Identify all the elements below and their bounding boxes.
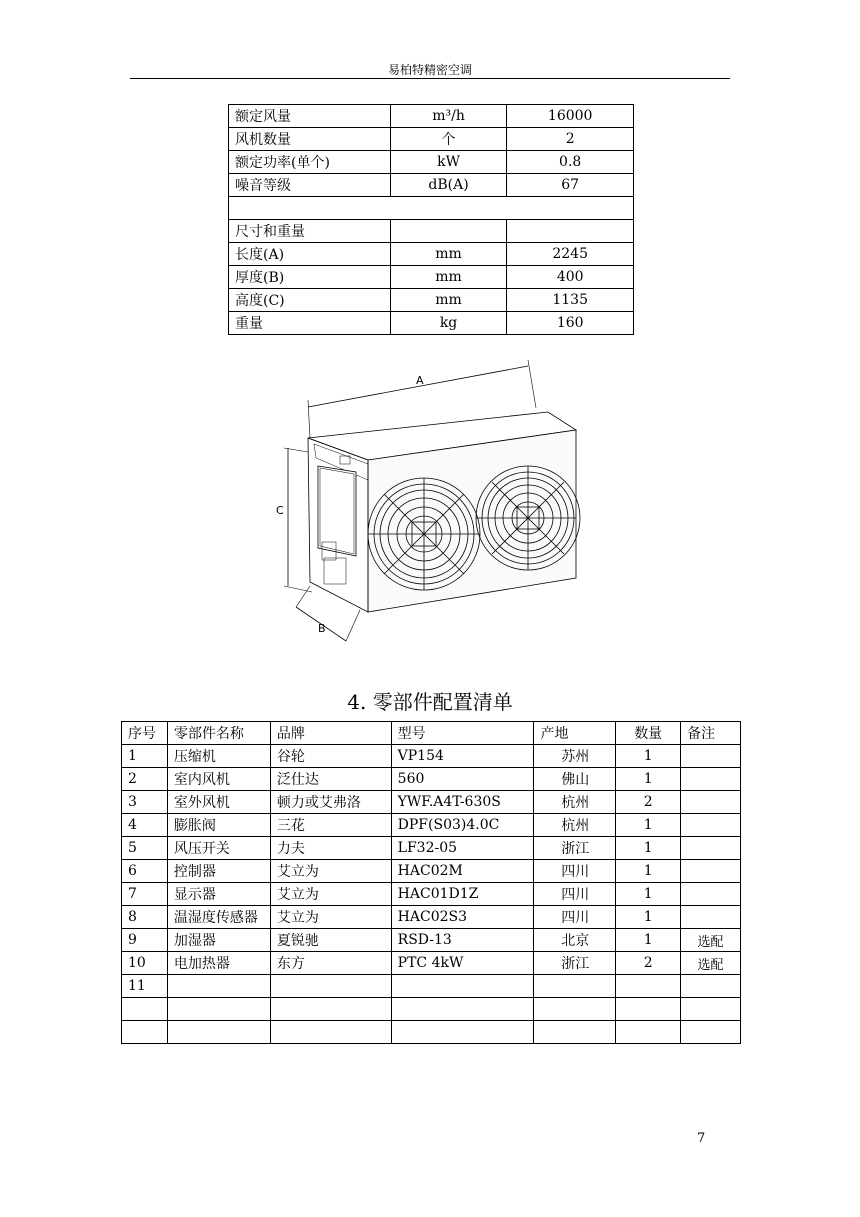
part-note	[681, 906, 741, 929]
spec-value: 0.8	[507, 151, 634, 174]
table-row	[122, 791, 741, 814]
fan-1-icon	[368, 478, 480, 590]
part-note	[681, 837, 741, 860]
part-index	[122, 1021, 168, 1044]
part-origin: 北京	[534, 929, 616, 952]
spec-value: 160	[507, 312, 634, 335]
part-index: 8	[122, 906, 168, 929]
part-origin: 四川	[534, 883, 616, 906]
part-index: 1	[122, 745, 168, 768]
part-quantity: 1	[616, 814, 681, 837]
table-row	[122, 814, 741, 837]
part-name: 电加热器	[167, 952, 270, 975]
spec-label: 额定功率(单个)	[229, 151, 391, 174]
part-quantity: 1	[616, 883, 681, 906]
part-note	[681, 1021, 741, 1044]
spec-label: 尺寸和重量	[229, 220, 391, 243]
spec-unit: m³/h	[390, 105, 507, 128]
part-quantity: 1	[616, 837, 681, 860]
part-origin: 四川	[534, 860, 616, 883]
table-row	[122, 837, 741, 860]
part-origin: 四川	[534, 906, 616, 929]
spec-unit: mm	[390, 289, 507, 312]
spec-value: 400	[507, 266, 634, 289]
part-model: HAC01D1Z	[391, 883, 534, 906]
part-model: PTC 4kW	[391, 952, 534, 975]
part-brand: 艾立为	[270, 906, 391, 929]
part-name	[167, 998, 270, 1021]
part-origin: 苏州	[534, 745, 616, 768]
part-note	[681, 814, 741, 837]
column-header: 数量	[616, 722, 681, 745]
part-name: 风压开关	[167, 837, 270, 860]
part-quantity	[616, 998, 681, 1021]
label-b: B	[318, 622, 326, 635]
spec-label: 噪音等级	[229, 174, 391, 197]
part-index: 5	[122, 837, 168, 860]
part-model: YWF.A4T-630S	[391, 791, 534, 814]
part-index: 7	[122, 883, 168, 906]
table-row	[229, 243, 634, 266]
part-note	[681, 791, 741, 814]
part-model	[391, 998, 534, 1021]
table-row	[122, 768, 741, 791]
part-quantity: 1	[616, 860, 681, 883]
part-quantity: 1	[616, 929, 681, 952]
part-origin	[534, 1021, 616, 1044]
part-brand: 三花	[270, 814, 391, 837]
spec-value: 2	[507, 128, 634, 151]
table-row	[229, 174, 634, 197]
table-row	[122, 975, 741, 998]
part-quantity: 1	[616, 768, 681, 791]
part-quantity: 2	[616, 952, 681, 975]
part-brand: 力夫	[270, 837, 391, 860]
part-quantity	[616, 975, 681, 998]
part-note	[681, 998, 741, 1021]
part-index: 10	[122, 952, 168, 975]
spec-table	[228, 104, 634, 335]
spec-unit: kW	[390, 151, 507, 174]
part-index	[122, 998, 168, 1021]
spec-unit: mm	[390, 243, 507, 266]
parts-table	[121, 721, 741, 1044]
part-brand	[270, 975, 391, 998]
part-index: 3	[122, 791, 168, 814]
spec-label: 长度(A)	[229, 243, 391, 266]
part-note	[681, 768, 741, 791]
table-row	[229, 151, 634, 174]
label-c: C	[276, 504, 284, 517]
part-model: HAC02M	[391, 860, 534, 883]
spec-unit: mm	[390, 266, 507, 289]
part-index: 2	[122, 768, 168, 791]
part-quantity: 2	[616, 791, 681, 814]
part-model	[391, 975, 534, 998]
part-brand: 顿力或艾弗洛	[270, 791, 391, 814]
table-row	[122, 1021, 741, 1044]
spec-label: 高度(C)	[229, 289, 391, 312]
table-row	[122, 929, 741, 952]
spec-value: 16000	[507, 105, 634, 128]
table-row	[122, 745, 741, 768]
part-index: 9	[122, 929, 168, 952]
spec-value: 1135	[507, 289, 634, 312]
spec-label: 风机数量	[229, 128, 391, 151]
control-box	[318, 466, 356, 556]
spec-unit: kg	[390, 312, 507, 335]
part-model: HAC02S3	[391, 906, 534, 929]
column-header: 型号	[391, 722, 534, 745]
table-row	[229, 266, 634, 289]
spec-blank-cell	[229, 197, 634, 220]
part-model: LF32-05	[391, 837, 534, 860]
part-brand	[270, 998, 391, 1021]
condenser-diagram	[260, 360, 600, 650]
part-model: DPF(S03)4.0C	[391, 814, 534, 837]
column-header: 零部件名称	[167, 722, 270, 745]
spec-label: 额定风量	[229, 105, 391, 128]
part-origin	[534, 998, 616, 1021]
table-row	[122, 883, 741, 906]
table-header-row	[122, 722, 741, 745]
table-row	[229, 312, 634, 335]
part-brand: 艾立为	[270, 883, 391, 906]
part-name: 加湿器	[167, 929, 270, 952]
part-origin: 浙江	[534, 837, 616, 860]
spec-label: 重量	[229, 312, 391, 335]
table-row	[229, 220, 634, 243]
spec-value: 67	[507, 174, 634, 197]
part-index: 4	[122, 814, 168, 837]
part-name: 控制器	[167, 860, 270, 883]
part-brand: 东方	[270, 952, 391, 975]
header-rule	[130, 78, 730, 79]
part-name: 显示器	[167, 883, 270, 906]
part-index: 11	[122, 975, 168, 998]
spec-unit	[390, 220, 507, 243]
part-note: 选配	[681, 929, 741, 952]
part-origin: 杭州	[534, 791, 616, 814]
part-origin	[534, 975, 616, 998]
part-brand: 艾立为	[270, 860, 391, 883]
part-origin: 杭州	[534, 814, 616, 837]
part-name	[167, 1021, 270, 1044]
table-row	[122, 998, 741, 1021]
label-a: A	[416, 374, 424, 387]
column-header: 产地	[534, 722, 616, 745]
table-row	[122, 952, 741, 975]
spec-value: 2245	[507, 243, 634, 266]
part-name: 室外风机	[167, 791, 270, 814]
spec-unit: 个	[390, 128, 507, 151]
part-quantity: 1	[616, 906, 681, 929]
header-title: 易柏特精密空调	[387, 63, 472, 77]
part-name: 压缩机	[167, 745, 270, 768]
section-title: 4. 零部件配置清单	[347, 690, 513, 714]
page-number: 7	[697, 1131, 706, 1146]
spec-value	[507, 220, 634, 243]
table-row	[229, 105, 634, 128]
table-row	[229, 289, 634, 312]
part-index: 6	[122, 860, 168, 883]
part-name: 温湿度传感器	[167, 906, 270, 929]
part-name: 膨胀阀	[167, 814, 270, 837]
part-note	[681, 975, 741, 998]
part-name	[167, 975, 270, 998]
table-row	[122, 860, 741, 883]
part-origin: 浙江	[534, 952, 616, 975]
column-header: 品牌	[270, 722, 391, 745]
part-brand: 谷轮	[270, 745, 391, 768]
table-row	[229, 128, 634, 151]
column-header: 备注	[681, 722, 741, 745]
table-row	[229, 197, 634, 220]
part-note	[681, 883, 741, 906]
table-row	[122, 906, 741, 929]
part-brand: 泛仕达	[270, 768, 391, 791]
part-name: 室内风机	[167, 768, 270, 791]
part-model: 560	[391, 768, 534, 791]
part-origin: 佛山	[534, 768, 616, 791]
column-header: 序号	[122, 722, 168, 745]
spec-unit: dB(A)	[390, 174, 507, 197]
part-note	[681, 860, 741, 883]
condenser-unit	[308, 412, 576, 612]
part-model	[391, 1021, 534, 1044]
part-note: 选配	[681, 952, 741, 975]
spec-label: 厚度(B)	[229, 266, 391, 289]
part-model: RSD-13	[391, 929, 534, 952]
part-brand: 夏锐驰	[270, 929, 391, 952]
part-brand	[270, 1021, 391, 1044]
part-quantity	[616, 1021, 681, 1044]
part-quantity: 1	[616, 745, 681, 768]
part-model: VP154	[391, 745, 534, 768]
part-note	[681, 745, 741, 768]
